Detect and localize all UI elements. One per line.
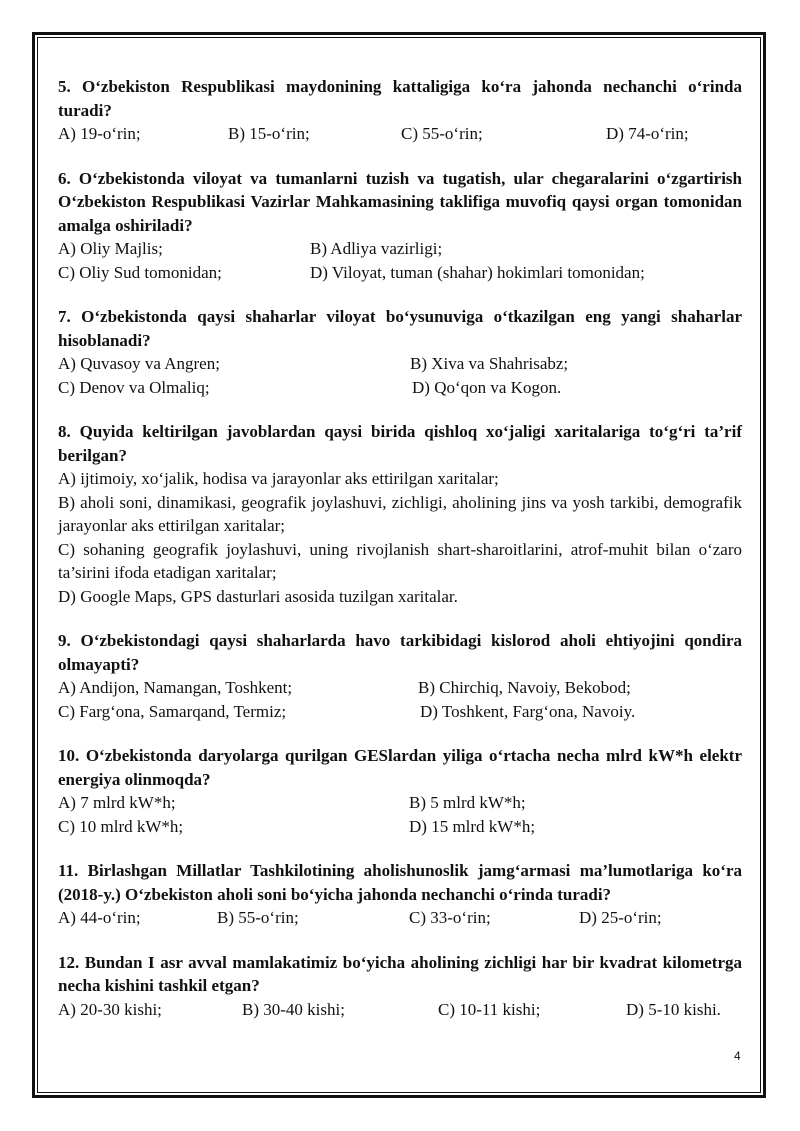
question-6 — [58, 167, 742, 285]
option-b: B) aholi soni, dinamikasi, geografik joylashuvi, zichligi, aholining jins va yosh tarkibi, demografik jarayonlar aks ettirilgan xaritalar; — [58, 492, 742, 535]
option-c: C) Farg‘ona, Samarqand, Termiz; — [58, 701, 287, 721]
option-a: A) 44-o‘rin; — [58, 908, 141, 927]
option-a: A) Andijon, Namangan, Toshkent; — [58, 678, 293, 697]
question-text: 10. O‘zbekistonda daryolarga qurilgan GESlardan yiliga o‘rtacha necha mlrd kW*h elektr energiya olinmoqda? — [58, 746, 742, 789]
option-d: D) Toshkent, Farg‘ona, Navoiy. — [420, 701, 636, 721]
option-a: A) 7 mlrd kW*h; — [58, 793, 176, 812]
option-d: D) Google Maps, GPS dasturlari asosida tuzilgan xaritalar. — [58, 586, 458, 606]
question-list — [58, 75, 742, 1042]
option-b: B) Xiva va Shahrisabz; — [410, 354, 569, 373]
options-row — [58, 998, 742, 1022]
options-row — [58, 237, 742, 261]
question-text: 7. O‘zbekistonda qaysi shaharlar viloyat bo‘ysunuviga o‘tkazilgan eng yangi shaharlar hisoblanadi? — [58, 307, 742, 350]
options-row — [58, 815, 742, 839]
option-b: B) 30-40 kishi; — [242, 999, 345, 1019]
question-text: 8. Quyida keltirilgan javoblardan qaysi birida qishloq xo‘jaligi xaritalariga to‘g‘ri ta’rif berilgan? — [58, 422, 742, 465]
option-b: B) 55-o‘rin; — [217, 908, 299, 927]
option-c: C) Oliy Sud tomonidan; — [58, 262, 222, 282]
options-row — [58, 261, 742, 285]
option-b: B) 15-o‘rin; — [228, 124, 310, 143]
question-text: 11. Birlashgan Millatlar Tashkilotining aholishunoslik jamg‘armasi ma’lumotlariga ko‘ra (2018-y.) O‘zbekiston aholi soni bo‘yicha jahonda nechanchi o‘rinda turadi? — [58, 861, 742, 904]
option-c: C) Denov va Olmaliq; — [58, 377, 210, 397]
options-row — [58, 791, 742, 815]
page-number: 4 — [734, 1049, 741, 1063]
option-d: D) Qo‘qon va Kogon. — [412, 377, 562, 397]
option-a: A) 20-30 kishi; — [58, 999, 162, 1019]
option-d: D) 5-10 kishi. — [626, 999, 721, 1019]
option-d: D) 74-o‘rin; — [606, 124, 689, 143]
question-text: 6. O‘zbekistonda viloyat va tumanlarni tuzish va tugatish, ular chegaralarini o‘zgartirish O‘zbekiston Respublikasi Vazirlar Mahkamasining taklifiga muvofiq qaysi organ tomonidan amalga oshiriladi? — [58, 168, 742, 235]
options-row — [58, 352, 742, 376]
option-d: D) 15 mlrd kW*h; — [409, 816, 536, 836]
option-a: A) Quvasoy va Angren; — [58, 354, 220, 373]
option-d: D) Viloyat, tuman (shahar) hokimlari tomonidan; — [310, 262, 645, 282]
option-c: C) 10 mlrd kW*h; — [58, 816, 184, 836]
option-d: D) 25-o‘rin; — [579, 908, 662, 927]
options-row — [58, 676, 742, 700]
question-5 — [58, 75, 742, 146]
options-row — [58, 700, 742, 724]
option-b: B) Chirchiq, Navoiy, Bekobod; — [418, 678, 631, 697]
option-c: C) 10-11 kishi; — [438, 999, 541, 1019]
question-11 — [58, 859, 742, 930]
question-text: 5. O‘zbekiston Respublikasi maydonining kattaligiga ko‘ra jahonda nechanchi o‘rinda turadi? — [58, 77, 742, 120]
option-a: A) Oliy Majlis; — [58, 239, 163, 258]
question-text: 12. Bundan I asr avval mamlakatimiz bo‘yicha aholining zichligi har bir kvadrat kilometrga necha kishini tashkil etgan? — [58, 952, 742, 995]
options-row — [58, 376, 742, 400]
option-b: B) Adliya vazirligi; — [310, 239, 443, 258]
option-c: C) 55-o‘rin; — [401, 124, 483, 143]
question-7 — [58, 305, 742, 399]
question-12 — [58, 951, 742, 1022]
option-a: A) 19-o‘rin; — [58, 124, 141, 143]
question-9 — [58, 629, 742, 723]
question-8 — [58, 420, 742, 608]
option-c: C) sohaning geografik joylashuvi, uning rivojlanish shart-sharoitlarini, atrof-muhit bilan o‘zaro ta’sirini ifoda etadigan xaritalar; — [58, 539, 742, 582]
option-a: A) ijtimoiy, xo‘jalik, hodisa va jarayonlar aks ettirilgan xaritalar; — [58, 469, 499, 488]
option-c: C) 33-o‘rin; — [409, 908, 491, 927]
question-10 — [58, 744, 742, 838]
options-row — [58, 122, 742, 146]
question-text: 9. O‘zbekistondagi qaysi shaharlarda havo tarkibidagi kislorod aholi ehtiyojini qondira olmayapti? — [58, 631, 742, 674]
option-b: B) 5 mlrd kW*h; — [409, 793, 526, 812]
options-row — [58, 906, 742, 930]
